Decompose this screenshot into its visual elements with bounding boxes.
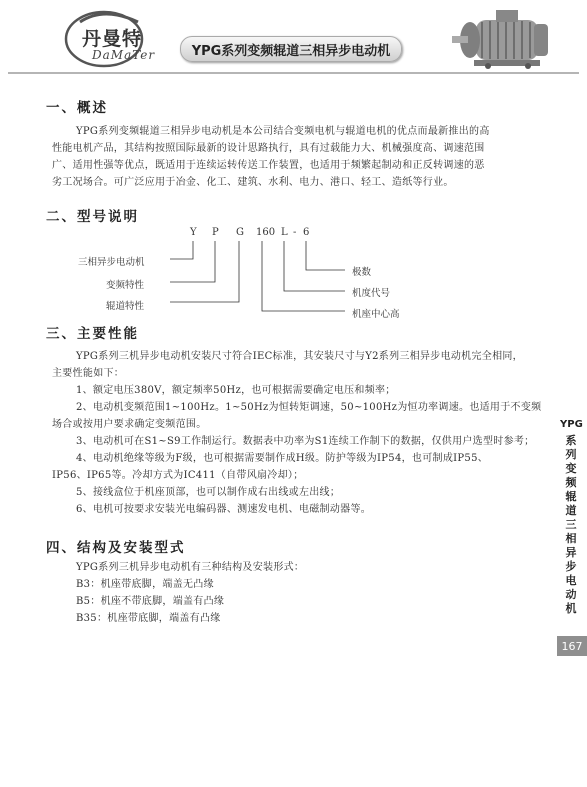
performance-line: 3、电动机可在S1~S9工作制运行。数据表中功率为S1连续工作制下的数据，仅供用户选型时参考； [76,436,535,447]
overview-paragraph [52,123,542,191]
model-label-roller: 辊道特性 [106,301,145,312]
performance-line: 主要性能如下： [52,368,125,379]
model-label-vf: 变频特性 [106,280,145,291]
header-rule [8,72,579,74]
logo-subtitle: DaMaTer [92,48,156,62]
performance-line: 场合或按用户要求确定变频范围。 [52,419,207,430]
model-code-y: Y [190,227,197,238]
model-code-frame: 160 [256,227,276,238]
structure-paragraph [76,559,536,627]
structure-line: B35：机座带底脚，端盖有凸缘 [76,613,221,624]
side-tab-char: 变 [565,462,577,475]
page-number: 167 [557,636,587,656]
side-tab-char: 相 [565,532,577,545]
side-tab-char: 辊 [565,490,577,503]
overview-line: 劣工况场合。可广泛应用于冶金、化工、建筑、水利、电力、港口、轻工、造纸等行业。 [52,177,454,188]
model-code-g: G [236,227,244,238]
section-heading-performance: 三、主要性能 [46,326,139,342]
performance-line: 4、电动机绝缘等级为F级，也可根据需要制作成H级。防护等级为IP54，也可制成IP55、 [76,453,489,464]
side-tab-char: 机 [565,602,577,615]
motor-image [448,6,568,76]
side-tab-series: YPG [560,419,583,430]
performance-paragraph [52,348,544,518]
model-label-poles: 极数 [352,267,372,278]
performance-line: 1、额定电压380V，额定频率50Hz，也可根据需要确定电压和频率； [76,385,396,396]
performance-line: 2、电动机变频范围1~100Hz。1~50Hz为恒转矩调速，50~100Hz为恒功率调速。也适用于不变频 [76,402,542,413]
side-tab-char: 三 [565,518,577,531]
model-code-dash: - [293,227,297,238]
model-label-length-code: 机度代号 [352,288,391,299]
section-heading-structure: 四、结构及安装型式 [46,540,186,556]
side-tab-char: 异 [565,546,577,559]
performance-line: 5、接线盒位于机座顶部，也可以制作成右出线或左出线； [76,487,341,498]
section-heading-model: 二、型号说明 [46,209,139,225]
side-tab-char: 电 [565,574,577,587]
side-tab-char: 步 [565,560,577,573]
structure-line: YPG系列三机异步电动机有三种结构及安装形式： [76,562,305,573]
model-code-length: L [281,227,288,238]
structure-line: B3：机座带底脚，端盖无凸缘 [76,579,214,590]
side-tab-char: 动 [565,588,577,601]
model-label-three-phase: 三相异步电动机 [78,257,145,268]
overview-line: YPG系列变频辊道三相异步电动机是本公司结合变频电机与辊道电机的优点而最新推出的高 [76,126,490,137]
side-tab-char: 道 [565,504,577,517]
performance-line: 6、电机可按要求安装光电编码器、测速发电机、电磁制动器等。 [76,504,372,515]
model-code-poles: 6 [303,227,310,238]
overview-line: 性能电机产品，其结构按照国际最新的设计思路执行，具有过载能力大、机械强度高、调速范围 [52,143,485,154]
side-tab-char: 列 [565,448,577,461]
overview-line: 广、适用性强等优点，既适用于连续运转传送工作装置，也适用于频繁起制动和正反转调速的恶 [52,160,485,171]
section-heading-overview: 一、概述 [46,100,108,116]
model-label-center-height: 机座中心高 [352,309,400,320]
performance-line: YPG系列三机异步电动机安装尺寸符合IEC标准，其安装尺寸与Y2系列三相异步电动机完全相同， [76,351,523,362]
side-tab-title [560,418,582,616]
model-code-p: P [212,227,219,238]
side-tab-char: 频 [565,476,577,489]
product-title-banner: YPG系列变频辊道三相异步电动机 [180,36,402,62]
logo-text: 丹曼特 [82,28,143,50]
structure-line: B5：机座不带底脚，端盖有凸缘 [76,596,225,607]
performance-line: IP56、IP65等。冷却方式为IC411（自带风扇冷却）； [52,470,304,481]
side-tab-char: 系 [565,434,577,447]
